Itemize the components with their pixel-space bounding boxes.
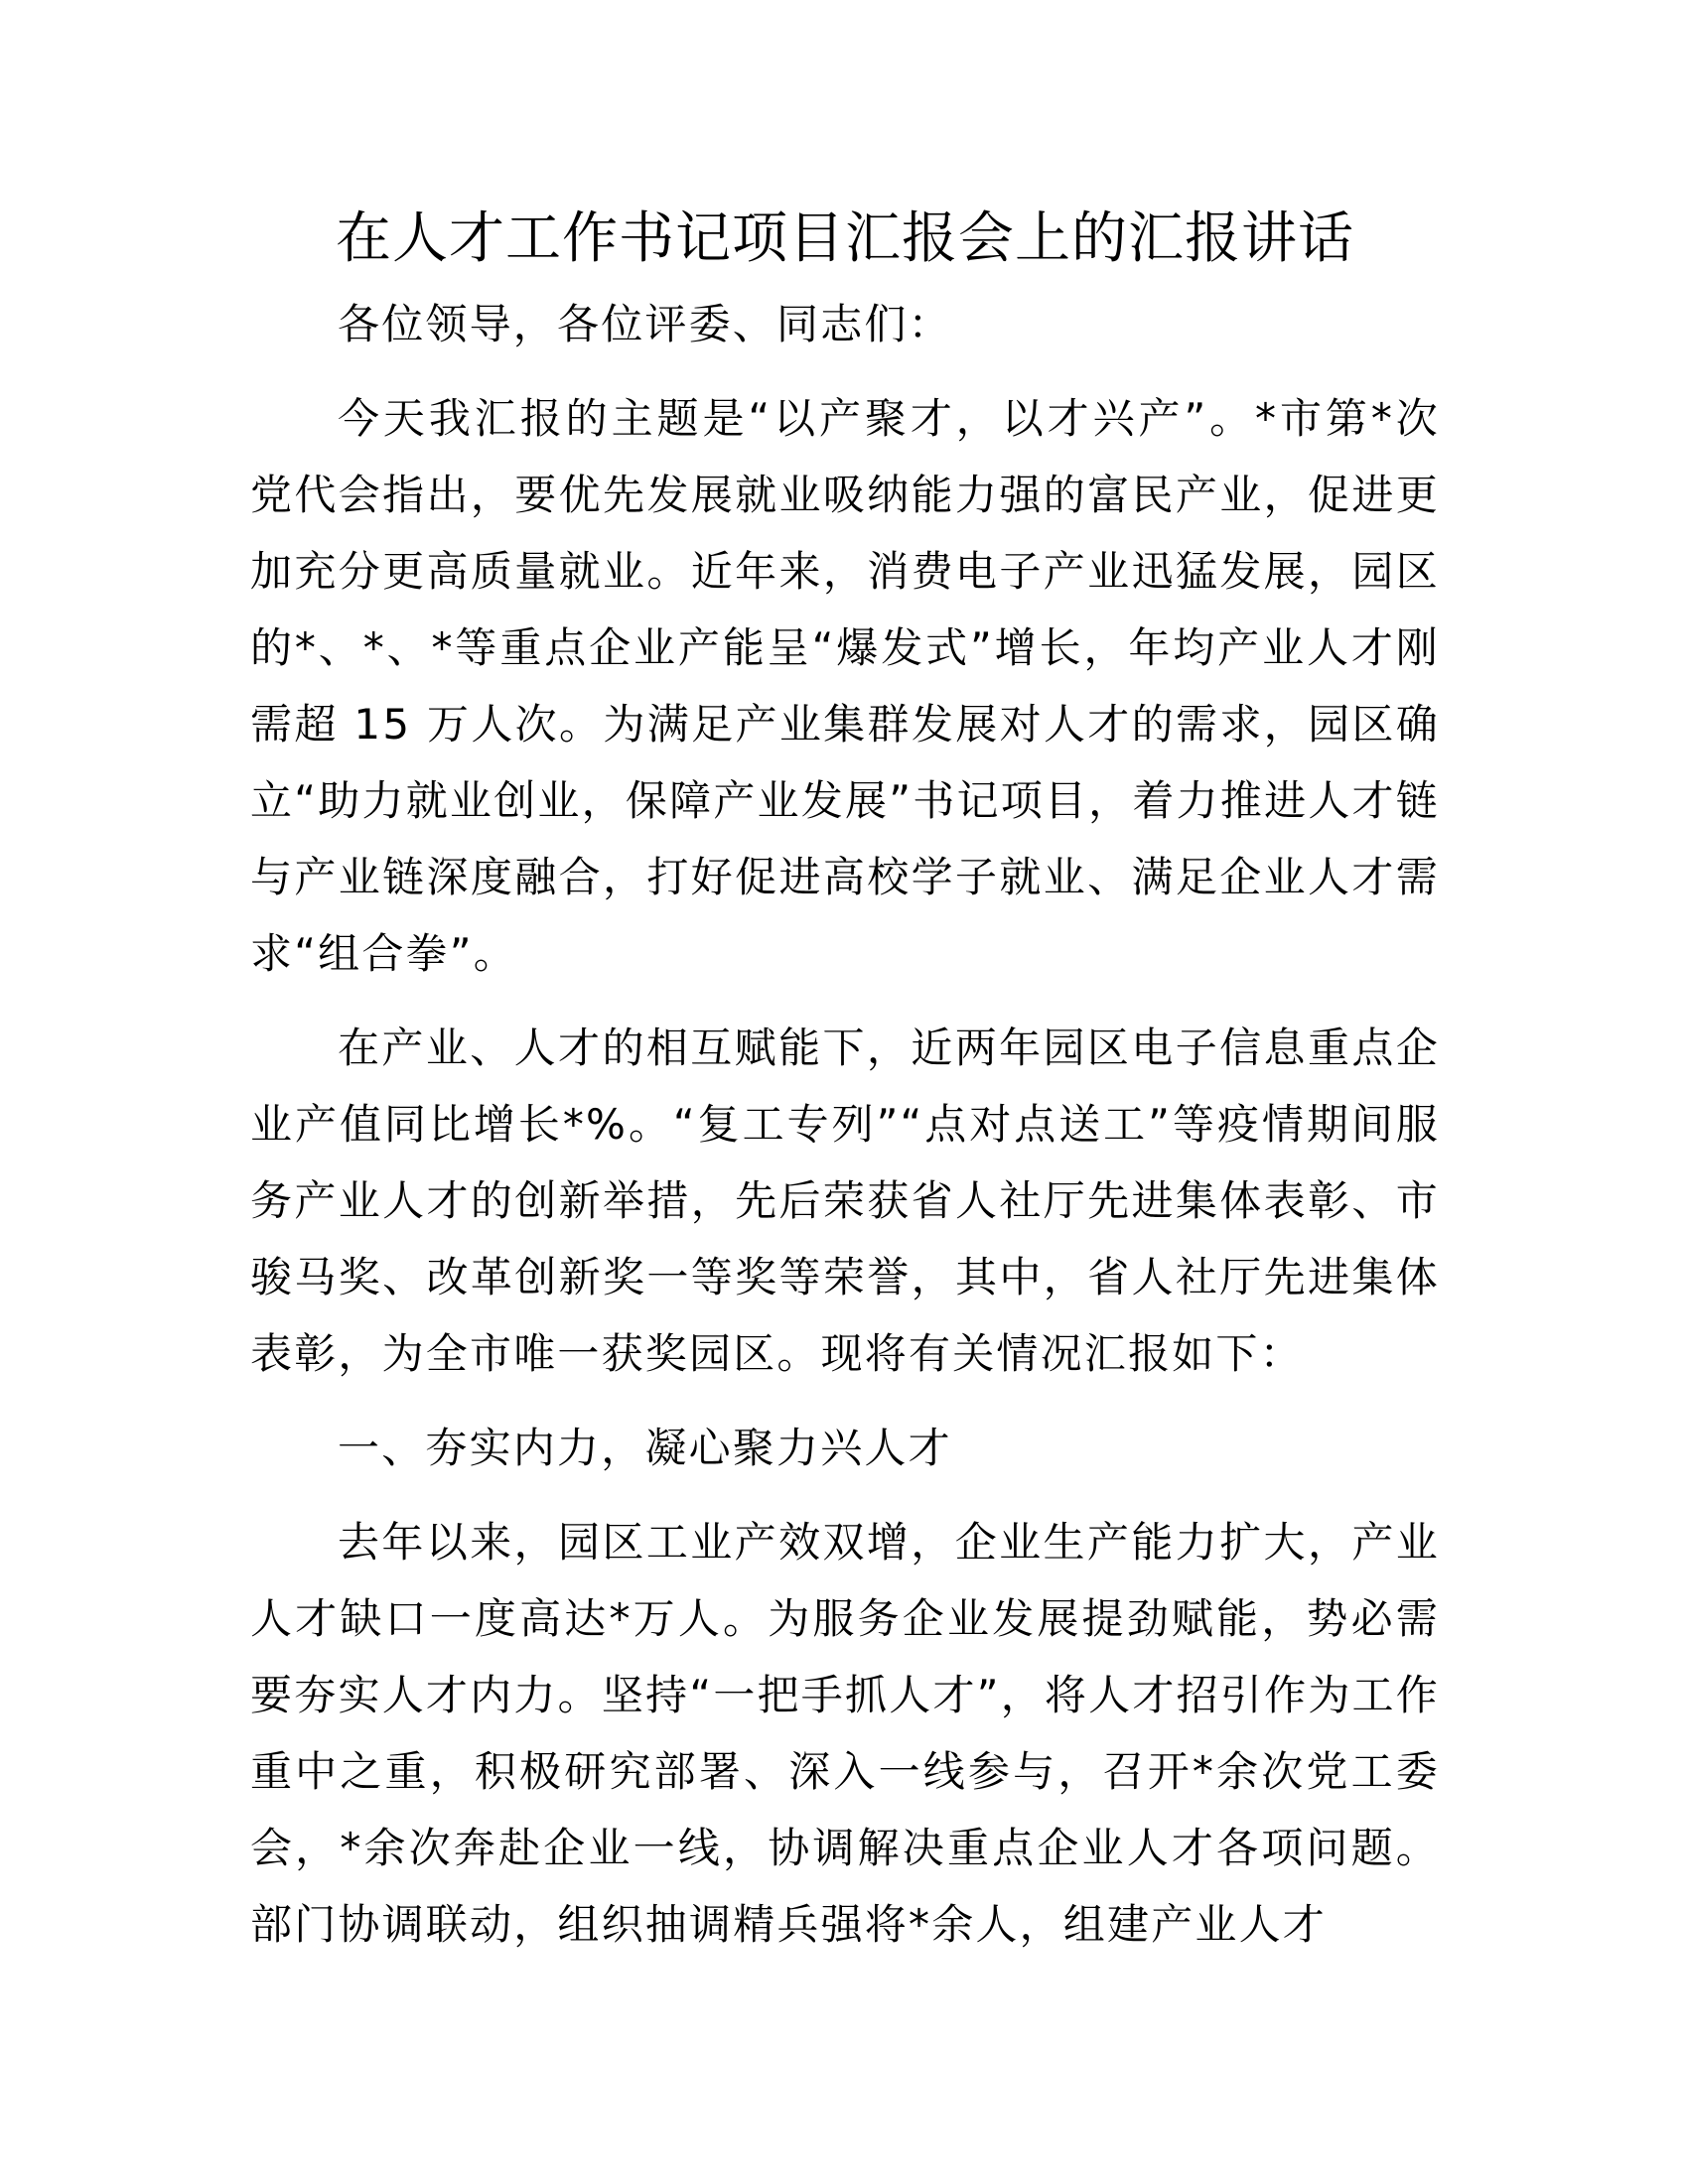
section-heading-1: 一、夯实内力，凝心聚力兴人才 [338,1424,952,1472]
paragraph-intro: 今天我汇报的主题是“以产聚才，以才兴产”。*市第*次党代会指出，要优先发展就业吸纳能力强的富民产业，促进更加充分更高质量就业。近年来，消费电子产业迅猛发展，园区的*、*、*等重点企业产能呈“爆发式”增长，年均产业人才刚需超 15 万人次。为满足产业集群发展对人才的需求，园区确立“助力就业创业，保障产业发展”书记项目，着力推进人才链与产业链深度融合，打好促进高校学子就业、满足企业人才需求“组合拳”。 [250,394,1440,978]
document-title: 在人才工作书记项目汇报会上的汇报讲话 [336,206,1354,271]
paragraph-achievements: 在产业、人才的相互赋能下，近两年园区电子信息重点企业产值同比增长*%。“复工专列”“点对点送工”等疫情期间服务产业人才的创新举措，先后荣获省人社厅先进集体表彰、市骏马奖、改革创新奖一等奖等荣誉，其中，省人社厅先进集体表彰，为全市唯一获奖园区。现将有关情况汇报如下： [250,1024,1440,1378]
section-1-paragraph: 去年以来，园区工业产效双增，企业生产能力扩大，产业人才缺口一度高达*万人。为服务企业发展提劲赋能，势必需要夯实人才内力。坚持“一把手抓人才”，将人才招引作为工作重中之重，积极研究部署、深入一线参与，召开*余次党工委会，*余次奔赴企业一线，协调解决重点企业人才各项问题。部门协调联动，组织抽调精兵强将*余人，组建产业人才 [250,1518,1440,1949]
salutation: 各位领导，各位评委、同志们： [338,300,952,348]
document-body [250,286,1440,1963]
